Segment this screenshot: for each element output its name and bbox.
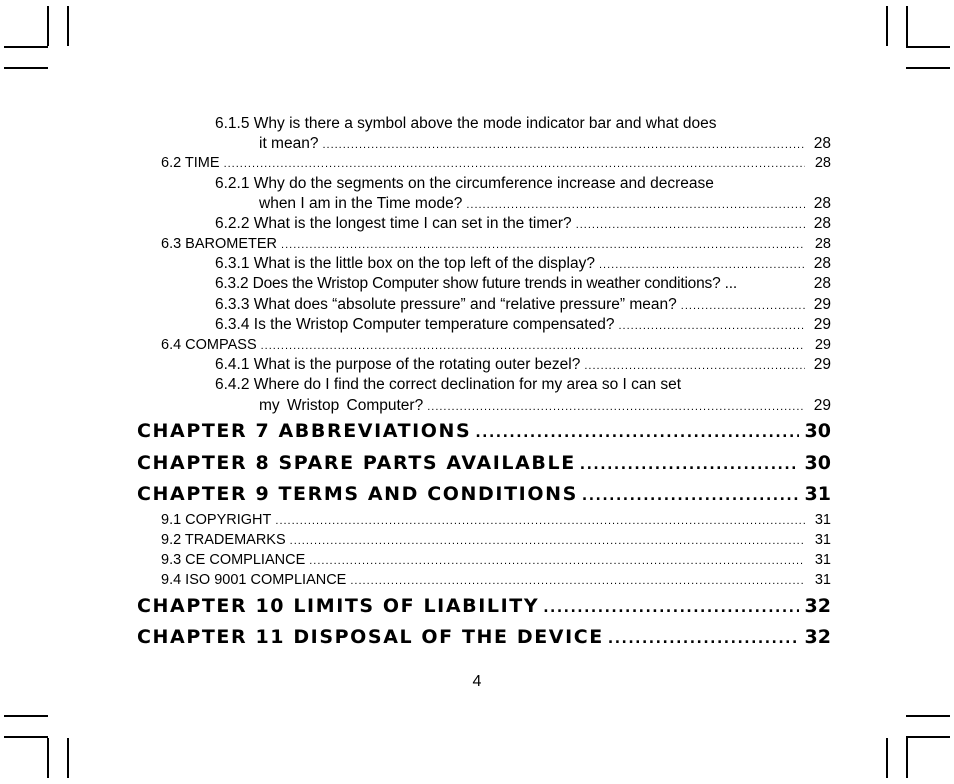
toc-chapter-10[interactable] xyxy=(137,593,831,619)
toc-page-number: 32 xyxy=(804,595,831,617)
page-number: 4 xyxy=(472,673,482,690)
dot-leader xyxy=(475,420,799,446)
toc-page-number: 28 xyxy=(813,135,831,152)
toc-page-number: 30 xyxy=(804,420,831,442)
toc-entry-label: 9.4 ISO 9001 COMPLIANCE xyxy=(161,572,347,588)
toc-entry-6-2-1[interactable] xyxy=(259,194,831,214)
toc-chapter-label: CHAPTER 9 TERMS AND CONDITIONS xyxy=(137,483,578,505)
toc-entry-6-3-2[interactable] xyxy=(215,274,831,294)
toc-entry-label: 6.4 COMPASS xyxy=(161,337,257,353)
dot-leader xyxy=(309,551,805,571)
toc-page-number: 31 xyxy=(814,532,831,548)
toc-entry-label: 6.4.1 What is the purpose of the rotating outer bezel? xyxy=(215,356,581,373)
dot-leader xyxy=(281,235,805,255)
toc-entry-label: it mean? xyxy=(259,135,319,152)
dot-leader xyxy=(427,397,805,417)
toc-entry-label: 9.2 TRADEMARKS xyxy=(161,532,286,548)
toc-page-number: 29 xyxy=(813,397,831,414)
dot-leader xyxy=(290,531,805,551)
toc-entry-label: my Wristop Computer? xyxy=(259,397,424,414)
toc-entry-label: 6.2 TIME xyxy=(161,155,220,171)
toc-chapter-label: CHAPTER 8 SPARE PARTS AVAILABLE xyxy=(137,452,576,474)
toc-entry-label: 6.3.4 Is the Wristop Computer temperature compensated? xyxy=(215,316,615,333)
toc-entry-label: 6.3 BAROMETER xyxy=(161,236,278,252)
dot-leader xyxy=(543,595,799,621)
toc-entry-label: 6.2.2 What is the longest time I can set in the timer? xyxy=(215,215,572,232)
toc-page-number: 29 xyxy=(813,296,831,313)
toc-entry-6-3-4[interactable] xyxy=(215,315,831,335)
toc-entry-label: 6.3.3 What does “absolute pressure” and “relative pressure” mean? xyxy=(215,296,677,313)
toc-chapter-label: CHAPTER 10 LIMITS OF LIABILITY xyxy=(137,595,540,617)
toc-page-number: 31 xyxy=(814,512,831,528)
toc-entry-6-2-1-line1: 6.2.1 Why do the segments on the circumference increase and decrease xyxy=(215,175,714,192)
toc-entry-label: 6.3.1 What is the little box on the top left of the display? xyxy=(215,255,595,272)
toc-entry-6-1-5[interactable] xyxy=(259,134,831,154)
toc-entry-6-1-5-line1: 6.1.5 Why is there a symbol above the mode indicator bar and what does xyxy=(215,115,717,132)
toc-page-number: 29 xyxy=(813,356,831,373)
toc-entry-6-3-1[interactable] xyxy=(215,254,831,274)
toc-page-number: 28 xyxy=(814,155,831,171)
toc-entry-6-4-2[interactable] xyxy=(259,396,831,416)
toc-chapter-8[interactable] xyxy=(137,450,831,476)
toc-entry-6-3-3[interactable] xyxy=(215,295,831,315)
dot-leader xyxy=(576,215,805,235)
toc-entry-6-4-1[interactable] xyxy=(215,355,831,375)
toc-page-number: 28 xyxy=(814,236,831,252)
toc-entry-6-2-2[interactable] xyxy=(215,214,831,234)
dot-leader xyxy=(618,316,805,336)
toc-entry-6-4-2-line1: 6.4.2 Where do I find the correct declination for my area so I can set xyxy=(215,376,682,393)
toc-entry-9-4[interactable] xyxy=(161,570,831,590)
dot-leader xyxy=(261,336,805,356)
toc-entry-6-3[interactable] xyxy=(161,234,831,254)
toc-chapter-11[interactable] xyxy=(137,624,831,650)
toc-chapter-7[interactable] xyxy=(137,418,831,444)
toc-page-number: 31 xyxy=(804,483,831,505)
dot-leader xyxy=(322,135,805,155)
toc-entry-6-2[interactable] xyxy=(161,153,831,173)
dot-leader xyxy=(580,452,799,478)
toc-chapter-label: CHAPTER 11 DISPOSAL OF THE DEVICE xyxy=(137,626,604,648)
dot-leader xyxy=(681,296,805,316)
toc-page-number: 28 xyxy=(813,215,831,232)
toc-page-number: 28 xyxy=(813,275,831,292)
toc-page-number: 28 xyxy=(813,255,831,272)
dot-leader xyxy=(582,483,799,509)
dot-leader xyxy=(350,571,805,591)
toc-entry-label: 9.3 CE COMPLIANCE xyxy=(161,552,306,568)
toc-chapter-9[interactable] xyxy=(137,481,831,507)
toc-page-number: 29 xyxy=(814,337,831,353)
dot-leader xyxy=(584,356,805,376)
dot-leader xyxy=(275,511,805,531)
toc-entry-label: 6.3.2 Does the Wristop Computer show future trends in weather conditions? ... xyxy=(215,275,737,292)
dot-leader xyxy=(466,195,805,215)
dot-leader xyxy=(224,154,805,174)
toc-page-number: 32 xyxy=(804,626,831,648)
toc-entry-label: when I am in the Time mode? xyxy=(259,195,463,212)
toc-entry-9-1[interactable] xyxy=(161,510,831,530)
toc-entry-9-3[interactable] xyxy=(161,550,831,570)
toc-page-number: 30 xyxy=(804,452,831,474)
toc-page-number: 31 xyxy=(814,572,831,588)
dot-leader xyxy=(599,255,805,275)
toc-page-number: 31 xyxy=(814,552,831,568)
dot-leader xyxy=(608,626,799,652)
toc-entry-label: 9.1 COPYRIGHT xyxy=(161,512,272,528)
toc-chapter-label: CHAPTER 7 ABBREVIATIONS xyxy=(137,420,472,442)
toc-entry-9-2[interactable] xyxy=(161,530,831,550)
toc-page-number: 28 xyxy=(813,195,831,212)
toc-page-number: 29 xyxy=(813,316,831,333)
toc-entry-6-4[interactable] xyxy=(161,335,831,355)
